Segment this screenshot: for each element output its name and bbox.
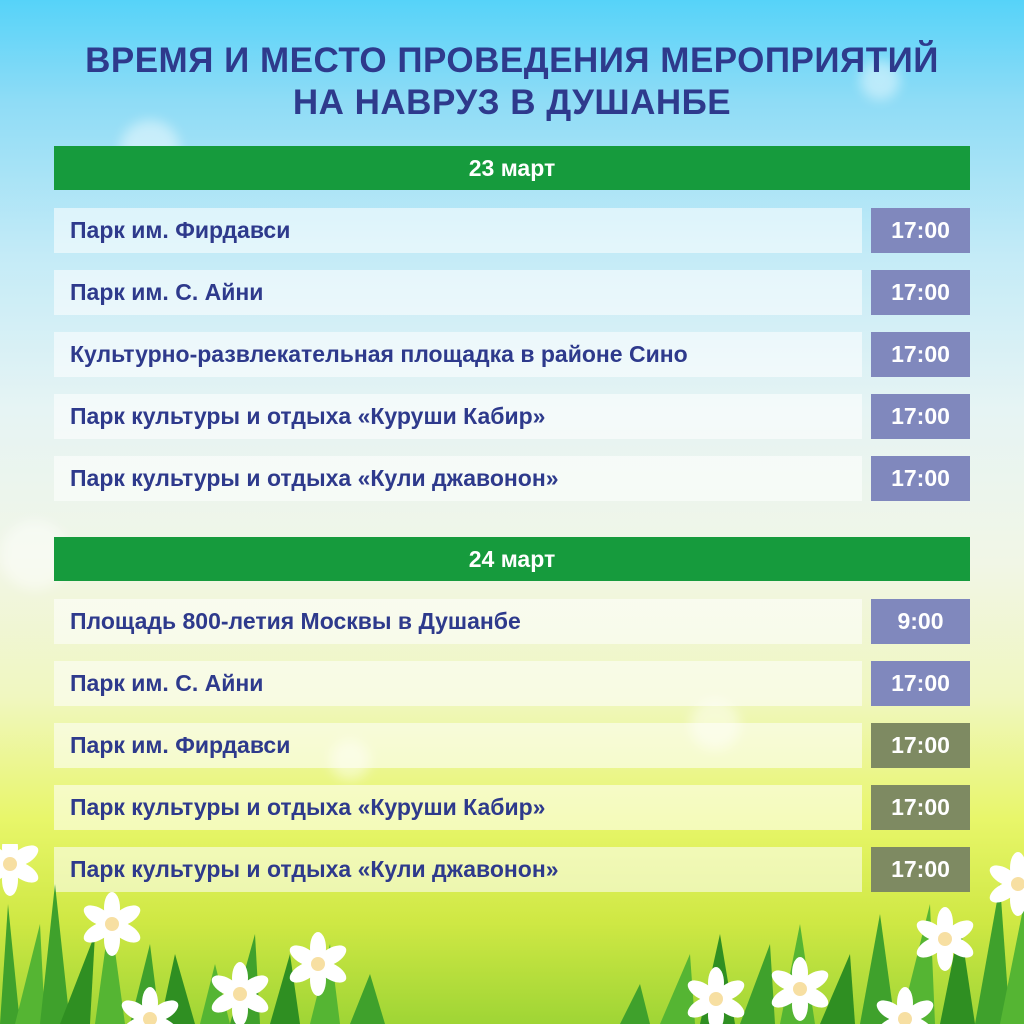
event-time: 17:00	[871, 394, 970, 439]
event-time: 17:00	[871, 332, 970, 377]
grass-flowers-decoration	[0, 844, 1024, 1024]
event-place: Культурно-развлекательная площадка в районе Сино	[54, 332, 862, 377]
schedule-row	[54, 208, 970, 253]
event-time: 9:00	[871, 599, 970, 644]
schedule-row	[54, 394, 970, 439]
event-time: 17:00	[871, 785, 970, 830]
event-place: Парк культуры и отдыха «Кули джавонон»	[54, 456, 862, 501]
event-place: Парк культуры и отдыха «Куруши Кабир»	[54, 394, 862, 439]
day-header-24-march: 24 март	[54, 537, 970, 581]
schedule-row	[54, 785, 970, 830]
event-time: 17:00	[871, 208, 970, 253]
schedule-row	[54, 599, 970, 644]
event-place: Парк культуры и отдыха «Куруши Кабир»	[54, 785, 862, 830]
event-time: 17:00	[871, 456, 970, 501]
schedule-row	[54, 723, 970, 768]
title-line-2: НА НАВРУЗ В ДУШАНБЕ	[292, 83, 732, 122]
event-time: 17:00	[871, 847, 970, 892]
event-place: Парк им. Фирдавси	[54, 723, 862, 768]
event-time: 17:00	[871, 661, 970, 706]
page-title	[0, 40, 1024, 124]
event-time: 17:00	[871, 723, 970, 768]
event-place: Парк им. С. Айни	[54, 661, 862, 706]
schedule-row	[54, 661, 970, 706]
event-place: Площадь 800-летия Москвы в Душанбе	[54, 599, 862, 644]
event-place: Парк им. С. Айни	[54, 270, 862, 315]
day-header-23-march: 23 март	[54, 146, 970, 190]
title-line-1: ВРЕМЯ И МЕСТО ПРОВЕДЕНИЯ МЕРОПРИЯТИЙ	[85, 41, 939, 80]
schedule-row	[54, 332, 970, 377]
event-place: Парк им. Фирдавси	[54, 208, 862, 253]
event-place: Парк культуры и отдыха «Кули джавонон»	[54, 847, 862, 892]
schedule-row	[54, 270, 970, 315]
schedule-row	[54, 456, 970, 501]
event-time: 17:00	[871, 270, 970, 315]
